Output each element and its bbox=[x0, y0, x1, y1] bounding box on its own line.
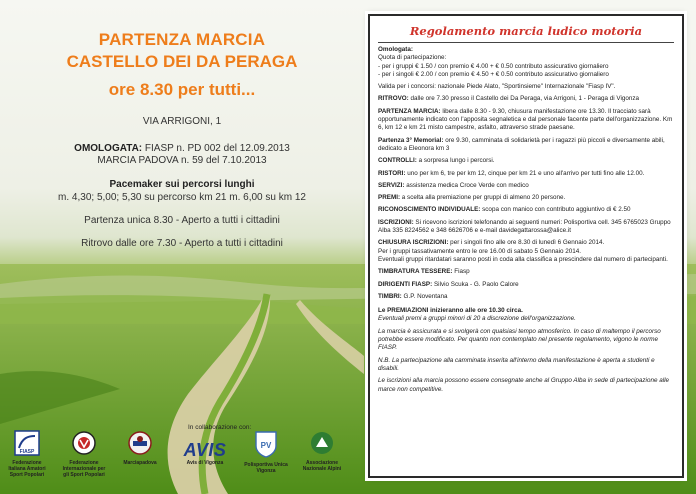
fisp-icon bbox=[71, 430, 97, 456]
fiasp-caption: Federazione Italiana Amatori Sport Popolari bbox=[8, 460, 46, 478]
marciapadova-logo bbox=[118, 430, 162, 466]
marciapadova-caption: Marciapadova bbox=[123, 460, 157, 466]
partenza-text-rule: libera dalle 8.30 - 9.30, chiusura manifestazione ore 13.30. Il tracciato sarà opportunamente indicato con l'apposita segnaletica e dal personale facente parte dell'organizzazione. Km 6, km 12 e km 21 misto campestre, asfalto, attraverso strade paesane. bbox=[378, 107, 673, 132]
premi-rule bbox=[378, 194, 674, 202]
ristori-text: uno per km 6, tre per km 12, cinque per km 21 e uno all'arrivo per tutti fino alle 12.00. bbox=[405, 169, 645, 177]
omologata-heading: Omologata: bbox=[378, 46, 413, 53]
ana-logo bbox=[298, 430, 346, 472]
servizi-label: SERVIZI: bbox=[378, 181, 405, 189]
sponsor-logos bbox=[4, 424, 364, 494]
fiasp-logo bbox=[4, 430, 50, 478]
title-orario: ore 8.30 per tutti... bbox=[108, 80, 256, 99]
timbri-text: G.P. Noventana bbox=[401, 292, 448, 300]
timbratura-label: TIMBRATURA TESSERE: bbox=[378, 268, 453, 276]
ritrovo-text-rule: dalle ore 7.30 presso il Castello dei Da Peraga, via Arrigoni, 1 - Peraga di Vigonza bbox=[408, 95, 639, 103]
polisportiva-caption: Polisportiva Unica Vigonza bbox=[244, 462, 288, 474]
memorial-rule bbox=[378, 137, 674, 154]
ritrovo-label: RITROVO: bbox=[378, 95, 409, 103]
fiasp-mark: FIASP bbox=[19, 449, 35, 455]
regolamento-panel bbox=[368, 14, 684, 478]
regolamento-title: Regolamento marcia ludico motoria bbox=[409, 24, 643, 38]
quota-gruppi: - per i gruppi € 1.50 / con premio € 4.00 + € 0.50 contributo assicurativo giornaliero bbox=[378, 62, 609, 70]
timbratura-rule bbox=[378, 268, 674, 276]
pv-mark: PV bbox=[260, 441, 272, 450]
omologata-label: OMOLOGATA: bbox=[74, 143, 143, 154]
memorial-label: Partenza 3° Memorial: bbox=[378, 136, 444, 144]
marciapadova-icon bbox=[127, 430, 153, 456]
dirigenti-label: DIRIGENTI FIASP: bbox=[378, 280, 433, 288]
avis-logo bbox=[180, 440, 230, 466]
riconoscimento-label: RICONOSCIMENTO INDIVIDUALE: bbox=[378, 206, 481, 214]
partenza-label: PARTENZA MARCIA: bbox=[378, 107, 441, 115]
ritrovo-rule bbox=[378, 95, 674, 103]
avis-mark: AVIS bbox=[183, 440, 227, 460]
valida-concorsi: Valida per i concorsi: nazionale Piede Alato, "Sportinsieme" Internazionale "Fiasp IV". bbox=[378, 83, 616, 91]
riconoscimento-text: scopa con manico con contributo aggiuntivo di € 2.50 bbox=[480, 206, 631, 214]
premiazioni-text: Le PREMIAZIONI inizieranno alle ore 10.30 circa. bbox=[378, 307, 523, 315]
partenza-rule bbox=[378, 108, 674, 133]
collaborazione-label: In collaborazione con: bbox=[188, 424, 252, 431]
ritrovo-text: Ritrovo dalle ore 7.30 - Aperto a tutti i cittadini bbox=[81, 238, 283, 249]
chiusura-ritardatari: Eventuali gruppi ritardatari saranno posti in coda alla classifica a prescindere dal numero di partecipanti. bbox=[378, 255, 668, 263]
chiusura-label: CHIUSURA ISCRIZIONI: bbox=[378, 239, 449, 247]
alpini-icon bbox=[309, 430, 335, 456]
pacemaker-title: Pacemaker sui percorsi lunghi bbox=[109, 179, 255, 190]
timbratura-text: Fiasp bbox=[452, 268, 470, 276]
assicurata-note: La marcia è assicurata e si svolgerà con qualsiasi tempo atmosferico. In caso di maltempo il percorso potrebbe essere modificato. Per quanto non contemplato nel presente regolamento, vigono le norme FIASP. bbox=[378, 327, 661, 352]
premi-label: PREMI: bbox=[378, 194, 401, 202]
premi-text: a scelta alla premiazione per gruppi di almeno 20 persone. bbox=[400, 194, 566, 202]
title-divider bbox=[378, 42, 674, 43]
avis-caption: Avis di Vigonza bbox=[186, 460, 224, 466]
premiazioni-note: Eventuali premi a gruppi minori di 20 a discrezione dell'organizzazione. bbox=[378, 315, 576, 323]
address: VIA ARRIGONI, 1 bbox=[142, 116, 222, 127]
marcia-padova: MARCIA PADOVA n. 59 del 7.10.2013 bbox=[97, 155, 267, 166]
regolamento-body bbox=[378, 46, 674, 398]
pacemaker-text: m. 4,30; 5,00; 5,30 su percorso km 21 m. 6,00 su km 12 bbox=[58, 192, 306, 203]
title-castello: CASTELLO DEI DA PERAGA bbox=[66, 52, 298, 71]
ana-caption: Associazione Nazionale Alpini bbox=[302, 460, 342, 472]
dirigenti-rule bbox=[378, 281, 674, 289]
chiusura-rule bbox=[378, 239, 674, 264]
quota-label: Quota di partecipazione: bbox=[378, 54, 447, 62]
chiusura-gruppi: Per i gruppi tassativamente entro le ore 16.00 di sabato 5 Gennaio 2014. bbox=[378, 247, 582, 255]
nb-note: N.B. La partecipazione alla camminata inserita all'interno della manifestazione è aperta a studenti e disabili. bbox=[378, 356, 655, 372]
riconoscimento-rule bbox=[378, 206, 674, 214]
fisp-caption: Federazione Internazionale per gli Sport Popolari bbox=[62, 460, 106, 478]
controlli-text: a sorpresa lungo i percorsi. bbox=[416, 157, 495, 165]
polisportiva-icon bbox=[254, 430, 278, 458]
partenza-unica: Partenza unica 8.30 - Aperto a tutti i cittadini bbox=[84, 215, 280, 226]
iscrizioni-label: ISCRIZIONI: bbox=[378, 218, 414, 226]
iscrizioni-text: Si ricevono iscrizioni telefonando ai seguenti numeri: Polisportiva cell. 345 6765023 Gruppo Alba 335 8224562 e 348 6626706 e e-mail davidegattarossa@alice.it bbox=[378, 218, 671, 235]
ristori-rule bbox=[378, 170, 674, 178]
fiasp-icon bbox=[14, 430, 40, 456]
memorial-text: ore 9.30, camminata di solidarietà per i ragazzi più piccoli e diversamente abili, dedicato a Eleonora km 3 bbox=[378, 136, 665, 152]
dirigenti-text: Silvio Scuka - G. Paolo Calore bbox=[432, 280, 519, 288]
ristori-label: RISTORI: bbox=[378, 169, 406, 177]
controlli-rule bbox=[378, 157, 674, 165]
title-partenza: PARTENZA MARCIA bbox=[98, 30, 266, 49]
chiusura-text: per i singoli fino alle ore 8.30 di lunedì 6 Gennaio 2014. bbox=[448, 239, 605, 247]
servizi-rule bbox=[378, 182, 674, 190]
timbri-rule bbox=[378, 293, 674, 301]
polisportiva-logo bbox=[244, 430, 288, 474]
timbri-label: TIMBRI: bbox=[378, 292, 402, 300]
iscrizioni-finale-note: Le iscrizioni alla marcia possono essere consegnate anche al Gruppo Alba in sede di partecipazione alle marce non competitive. bbox=[378, 377, 669, 393]
servizi-text: assistenza medica Croce Verde con medico bbox=[404, 181, 529, 189]
iscrizioni-rule bbox=[378, 219, 674, 236]
controlli-label: CONTROLLI: bbox=[378, 157, 417, 165]
omologata-text: FIASP n. PD 002 del 12.09.2013 bbox=[142, 143, 290, 154]
fisp-logo bbox=[60, 430, 108, 478]
omologata-line bbox=[0, 143, 364, 154]
quota-singoli: - per i singoli € 2.00 / con premio € 4.50 + € 0.50 contributo assicurativo giornaliero bbox=[378, 70, 609, 78]
